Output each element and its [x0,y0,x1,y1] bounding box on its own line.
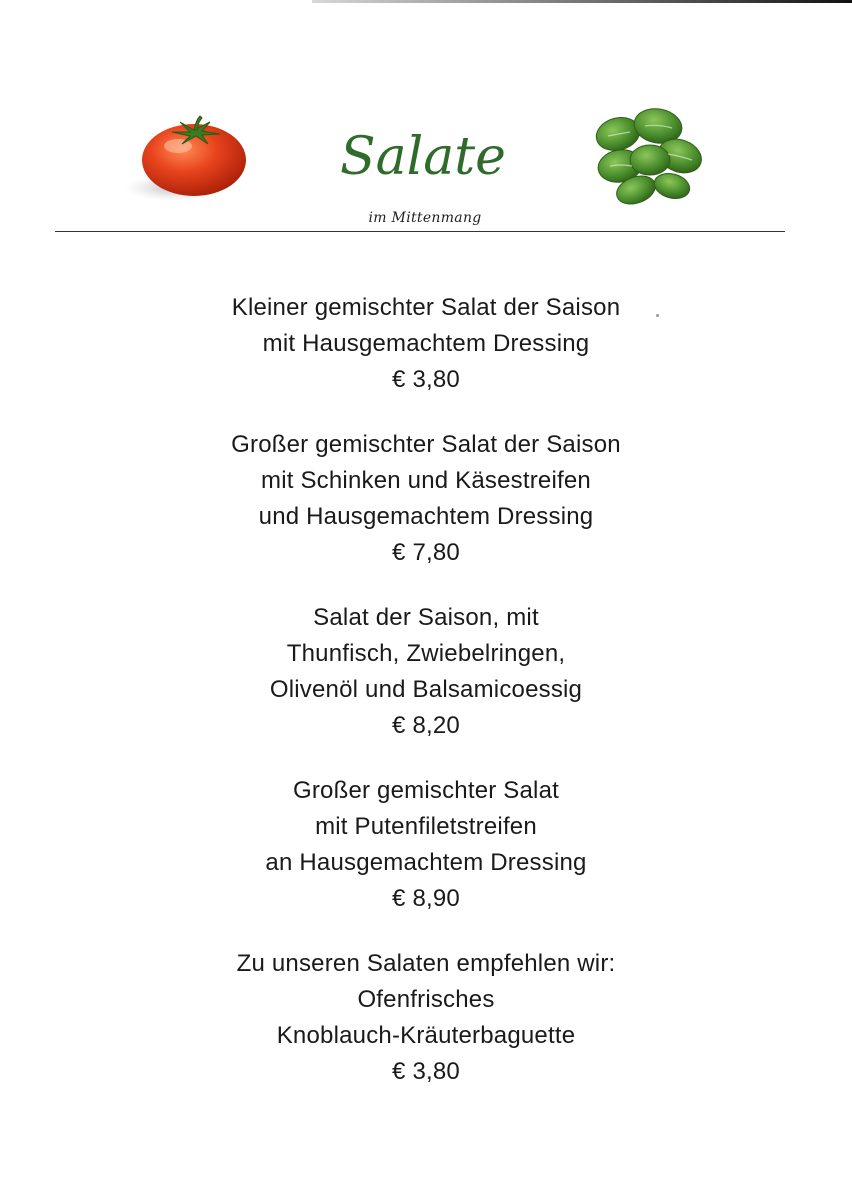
menu-item-line: Olivenöl und Balsamicoessig [269,676,583,703]
menu-item-line: mit Putenfiletstreifen [315,813,537,840]
menu-item-line: Thunfisch, Zwiebelringen, [286,640,566,667]
page-top-edge [312,0,852,3]
salad-menu [0,290,852,1090]
menu-item-line: mit Schinken und Käsestreifen [261,467,591,494]
menu-item [0,427,852,571]
menu-item [0,290,852,398]
menu-item-line: mit Hausgemachtem Dressing [262,330,590,357]
menu-item-line: Ofenfrisches [357,986,495,1013]
menu-item [0,773,852,917]
menu-item [0,946,852,1090]
menu-item-line: Salat der Saison, mit [313,604,539,631]
menu-item-price: € 7,80 [392,539,460,566]
menu-item-line: an Hausgemachtem Dressing [265,849,587,876]
menu-item-line: Großer gemischter Salat [292,777,560,804]
menu-item-price: € 3,80 [392,366,460,393]
header-divider [55,231,785,232]
page-title-text: Salate [340,127,506,187]
clover-image [590,104,710,214]
menu-item-price: € 8,20 [392,712,460,739]
menu-item-line: Kleiner gemischter Salat der Saison [231,294,621,321]
tomato-image [120,108,260,208]
menu-item-price: € 8,90 [392,885,460,912]
menu-item [0,600,852,744]
menu-item-line: Zu unseren Salaten empfehlen wir: [236,950,616,977]
menu-item-line: und Hausgemachtem Dressing [258,503,594,530]
menu-item-line: Großer gemischter Salat der Saison [231,431,621,458]
paper-speck [656,314,659,317]
page-title [332,96,522,206]
menu-item-price: € 3,80 [392,1058,460,1085]
menu-item-line: Knoblauch-Kräuterbaguette [276,1022,576,1049]
page-subtitle: im Mittenmang [368,210,482,226]
